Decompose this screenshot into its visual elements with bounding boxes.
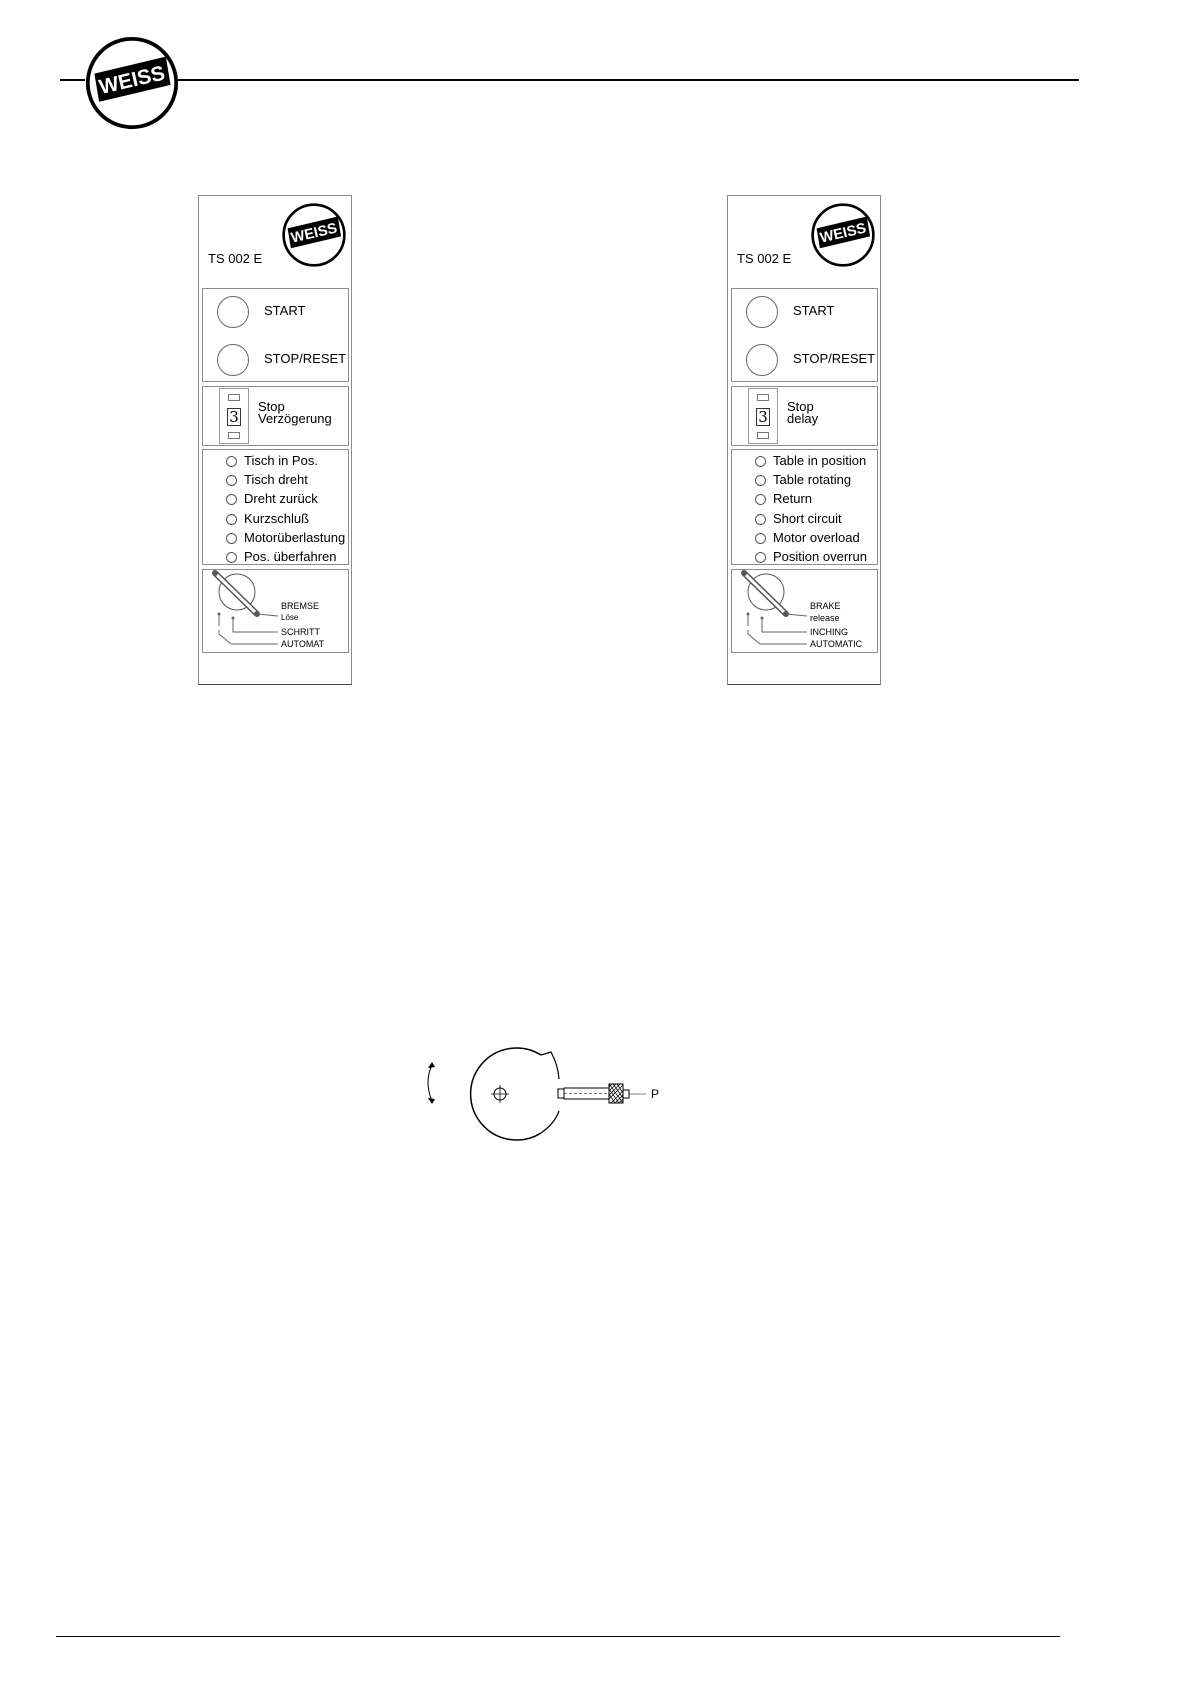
selector-down[interactable] <box>228 432 240 439</box>
stop-reset-button[interactable] <box>217 344 249 376</box>
start-label: START <box>264 303 306 318</box>
led-indicator <box>755 456 766 467</box>
control-panel-german <box>198 195 352 685</box>
led-indicator <box>755 494 766 505</box>
led-label-2: Table rotating <box>773 472 852 487</box>
led-indicator <box>226 514 237 525</box>
stop-reset-button[interactable] <box>746 344 778 376</box>
selector-up[interactable] <box>228 394 240 401</box>
model-label: TS 002 E <box>208 251 263 266</box>
logo-text: WEISS <box>96 61 168 99</box>
rotary-switch-icon[interactable] <box>203 570 350 654</box>
stop-delay-line1: Stop <box>787 399 814 414</box>
arrow-up-icon <box>428 1062 435 1068</box>
led-indicator <box>755 514 766 525</box>
stop-delay-label <box>258 401 332 425</box>
automatic-label: AUTOMATIC <box>810 639 863 649</box>
led-indicator <box>755 552 766 563</box>
led-label-3: Dreht zurück <box>244 491 318 506</box>
led-label-1: Tisch in Pos. <box>244 453 318 468</box>
led-label-5: Motor overload <box>773 530 860 545</box>
point-label: P <box>651 1087 660 1101</box>
inching-label: SCHRITT <box>281 627 320 637</box>
start-label: START <box>793 303 835 318</box>
button-section <box>731 288 878 382</box>
model-label: TS 002 E <box>737 251 792 266</box>
status-led-section <box>202 449 349 565</box>
led-indicator <box>755 475 766 486</box>
led-label-1: Table in position <box>773 453 867 468</box>
stop-delay-line1: Stop <box>258 399 285 414</box>
stop-delay-section <box>731 386 878 446</box>
led-indicator <box>226 533 237 544</box>
panel-logo-text: WEISS <box>818 220 868 247</box>
selector-digit: 3 <box>756 408 770 426</box>
stop-reset-label: STOP/RESET <box>793 351 876 366</box>
led-indicator <box>226 552 237 563</box>
brake-label: BRAKE <box>810 601 841 611</box>
arrow-down-icon <box>428 1098 435 1104</box>
header-rule-left <box>60 79 85 81</box>
stop-delay-selector[interactable] <box>219 388 249 444</box>
inching-label: INCHING <box>810 627 848 637</box>
led-indicator <box>226 456 237 467</box>
weiss-logo-icon <box>85 36 179 130</box>
stop-delay-label <box>787 401 818 425</box>
rotary-table-drawing <box>420 1035 670 1145</box>
selector-down[interactable] <box>757 432 769 439</box>
led-indicator <box>226 475 237 486</box>
stop-delay-line2: Verzögerung <box>258 411 332 426</box>
button-section <box>202 288 349 382</box>
led-label-6: Pos. überfahren <box>244 549 337 564</box>
header-rule-right <box>178 79 1079 81</box>
panel-logo-text: WEISS <box>289 220 339 247</box>
automatic-label: AUTOMAT <box>281 639 325 649</box>
led-indicator <box>755 533 766 544</box>
brake-label: BREMSE <box>281 601 320 611</box>
panel-weiss-logo-icon <box>810 202 876 268</box>
mode-switch-section <box>731 569 878 653</box>
stop-reset-label: STOP/RESET <box>264 351 347 366</box>
led-label-2: Tisch dreht <box>244 472 308 487</box>
control-panel-english <box>727 195 881 685</box>
selector-digit: 3 <box>227 408 241 426</box>
selector-up[interactable] <box>757 394 769 401</box>
footer-rule <box>56 1636 1060 1637</box>
start-button[interactable] <box>217 296 249 328</box>
proximity-sensor-icon <box>558 1084 646 1103</box>
mode-switch-section <box>202 569 349 653</box>
start-button[interactable] <box>746 296 778 328</box>
led-label-4: Kurzschluß <box>244 511 310 526</box>
led-indicator <box>226 494 237 505</box>
stop-delay-section <box>202 386 349 446</box>
status-led-section <box>731 449 878 565</box>
stop-delay-selector[interactable] <box>748 388 778 444</box>
brake-release-label: Löse <box>281 613 299 622</box>
led-label-5: Motorüberlastung <box>244 530 346 545</box>
led-label-3: Return <box>773 491 813 506</box>
led-label-6: Position overrun <box>773 549 867 564</box>
led-label-4: Short circuit <box>773 511 842 526</box>
panel-weiss-logo-icon <box>281 202 347 268</box>
stop-delay-line2: delay <box>787 411 819 426</box>
brake-release-label: release <box>810 613 840 623</box>
